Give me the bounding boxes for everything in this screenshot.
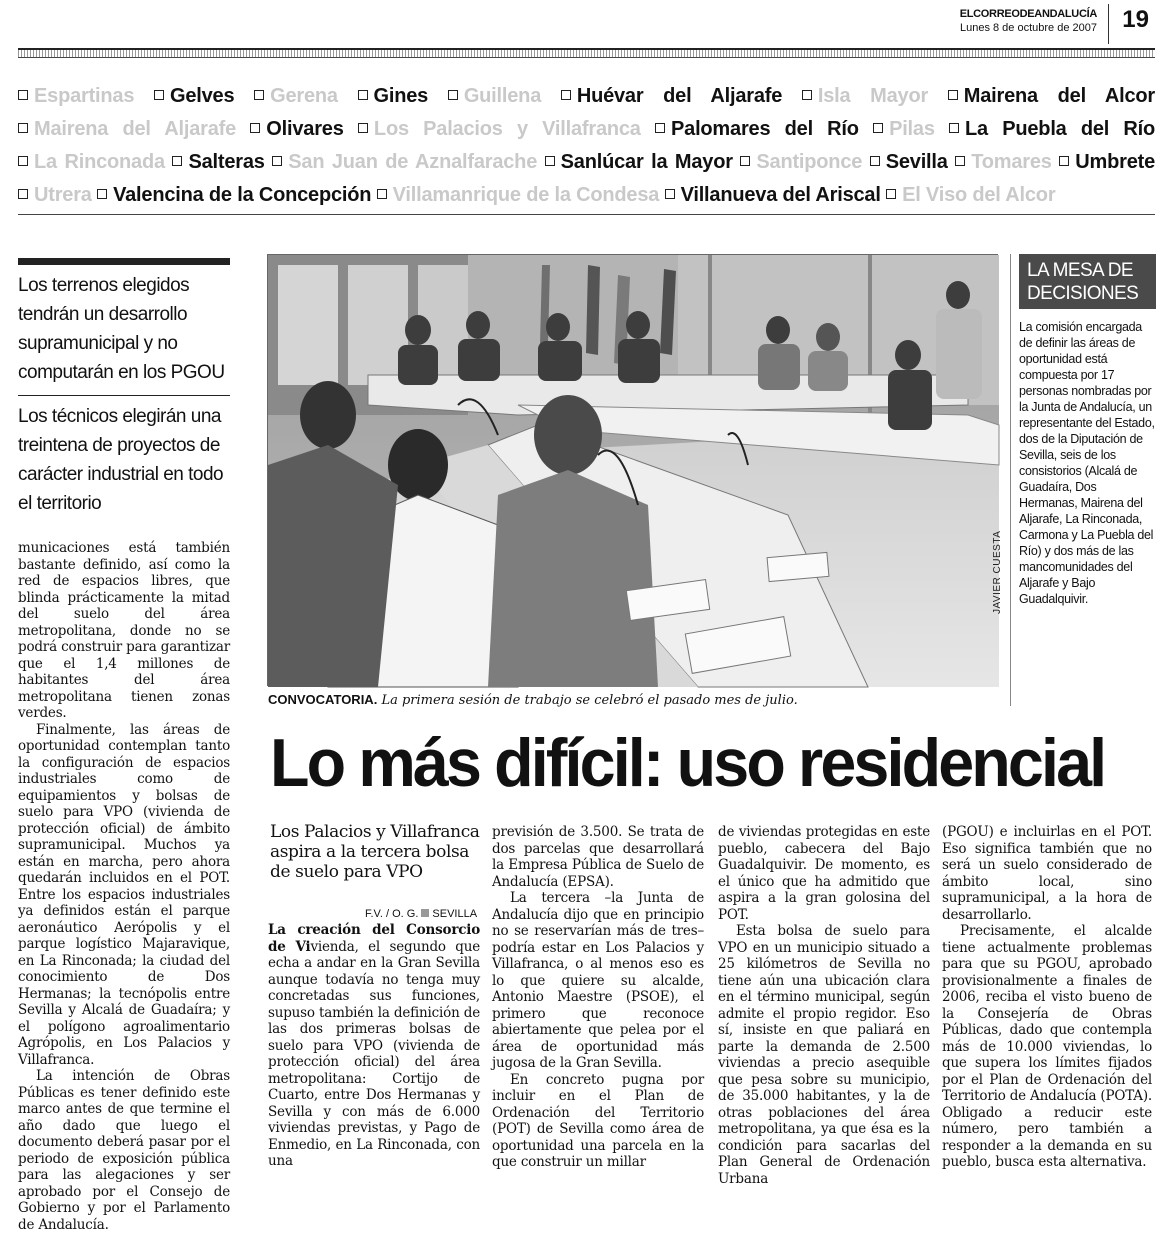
checkbox-square-icon	[172, 156, 182, 166]
town-item	[561, 85, 782, 107]
town-name: Umbrete	[1075, 151, 1156, 173]
photo-credit: JAVIER CUESTA	[992, 530, 1003, 614]
issue-date: Lunes 8 de octubre de 2007	[959, 22, 1097, 34]
town-item	[870, 151, 948, 173]
masthead	[897, 4, 1157, 44]
town-item	[873, 118, 935, 140]
town-name: Sevilla	[885, 151, 948, 173]
paragraph: La tercera –la Junta de Andalucía dijo que en principio no se reservarían más de tres– podría estar en Los Palacios y Villafranca, o al menos eso es lo que quiere su alcalde, Antonio Maestre (PSOE), el primero que reconoce abiertamente que pelea por el área de oportunidad más jugosa de la Gran Sevilla.	[492, 890, 704, 1071]
town-name: Tomares	[971, 151, 1052, 173]
checkbox-square-icon	[358, 123, 368, 133]
paragraph: Precisamente, el alcalde tiene actualmente problemas para que su PGOU, aprobado provisionalmente a finales de 2006, reciba el visto bueno de la Consejería de Obras Públicas, dado que contempla más de 10.000 viviendas, lo que supera los límites fijados por el Plan de Ordenación del Territorio de Andalucía (POTA). Obligado a reducir este número, pero también a responder a la demanda en su pueblo, busca esta alternativa.	[942, 923, 1152, 1170]
checkbox-square-icon	[448, 90, 458, 100]
byline-authors: F.V. / O. G.	[365, 908, 419, 920]
checkbox-square-icon	[870, 156, 880, 166]
byline-square-icon	[421, 909, 429, 917]
town-name: Valencina de la Concepción	[113, 184, 372, 206]
checkbox-square-icon	[272, 156, 282, 166]
caption-label: CONVOCATORIA.	[268, 692, 378, 707]
sidebox	[1010, 254, 1156, 706]
town-name: Olivares	[266, 118, 344, 140]
town-item	[154, 85, 234, 107]
paragraph: La intención de Obras Públicas es tener definido este marco antes de que termine el año dado que luego el documento deberá pasar por el periodo de exposición pública para las alegaciones y ser aprobado por el Consejo de Gobierno y por el Parlamento de Andalucía.	[18, 1068, 230, 1233]
paragraph: (PGOU) e incluirlas en el POT. Eso significa también que no será un suelo considerado de ámbito local, sino supramunicipal, a la hora de desarrollarlo.	[942, 824, 1152, 923]
town-item	[545, 151, 733, 173]
checkbox-square-icon	[18, 123, 28, 133]
town-item	[97, 184, 371, 206]
paragraph: Finalmente, las áreas de oportunidad contemplan tanto la configuración de espacios industriales como de equipamientos y bolsas de suelo para VPO (vivienda de protección oficial) de ámbito supramunicipal. Muchos ya están en marcha, pero ahora quedarán incluidos en el POT. Entre los espacios industriales ya definidos están el parque aeronáutico Aerópolis y el parque logístico Majaravique, en La Rinconada; la ciudad del conocimiento de Dos Hermanas; la tecnópolis entre Sevilla y Alcalá de Guadaíra; y el polígono agroalimentario Agrópolis, en Los Palacios y Villafranca.	[18, 721, 230, 1068]
town-index-rule	[18, 214, 1155, 215]
checkbox-square-icon	[250, 123, 260, 133]
town-name: Villanueva del Ariscal	[680, 184, 881, 206]
byline	[365, 908, 477, 920]
town-name: Guillena	[463, 85, 542, 107]
checkbox-square-icon	[561, 90, 571, 100]
town-item	[655, 118, 859, 140]
paragraph: En concreto pugna por incluir en el Plan de Ordenación del Territorio (POT) de Sevilla como área de oportunidad una parcela en la que construir un millar	[492, 1071, 704, 1170]
article-column-2	[492, 824, 704, 1171]
checkbox-square-icon	[1059, 156, 1069, 166]
town-name: Sanlúcar la Mayor	[560, 151, 733, 173]
subheads-panel	[18, 258, 230, 526]
sidebox-title: LA MESA DE DECISIONES	[1019, 254, 1156, 309]
town-item	[172, 151, 264, 173]
town-name: Salteras	[188, 151, 265, 173]
checkbox-square-icon	[254, 90, 264, 100]
sidebox-body: La comisión encargada de definir las áreas de oportunidad está compuesta por 17 personas nombradas por la Junta de Andalucía, un representante del Estado, dos de la Diputación de Sevilla, seis de los consistorios (Alcalá de Guadaíra, Dos Hermanas, Mairena del Aljarafe, La Rinconada, Carmona y La Puebla del Río) y dos más de las mancomunidades del Aljarafe y Bajo Guadalquivir.	[1019, 320, 1155, 606]
deck: Los Palacios y Villafranca aspira a la tercera bolsa de suelo para VPO	[270, 822, 480, 882]
town-item	[18, 151, 165, 173]
town-name: Villamanrique de la Condesa	[392, 184, 660, 206]
town-name: Mairena del Alcor	[963, 85, 1156, 107]
subhead: Los técnicos elegirán una treintena de proyectos de carácter industrial en todo el territorio	[18, 395, 230, 526]
photo-caption	[268, 692, 988, 708]
town-item	[358, 85, 429, 107]
town-item	[802, 85, 928, 107]
checkbox-square-icon	[545, 156, 555, 166]
checkbox-square-icon	[955, 156, 965, 166]
town-name: La Rinconada	[34, 151, 165, 173]
paragraph: de viviendas protegidas en este pueblo, cabecera del Bajo Guadalquivir. De momento, es el único que ha admitido que aspira a la gran golosina del POT.	[718, 824, 930, 923]
town-item	[949, 118, 1155, 140]
town-item	[272, 151, 537, 173]
meeting-photo-illustration	[268, 255, 999, 687]
headline: Lo más difícil: uso residencial	[270, 725, 1105, 801]
checkbox-square-icon	[18, 156, 28, 166]
town-name: Gelves	[169, 85, 235, 107]
article-column-4	[942, 824, 1152, 1171]
town-item	[1059, 151, 1155, 173]
checkbox-square-icon	[665, 189, 675, 199]
paragraph: Esta bolsa de suelo para VPO en un municipio situado a 25 kilómetros de Sevilla no tiene aún una ubicación clara en el término municipal, según admite el propio regidor. Eso sí, insiste en que paliará en parte la demanda de 2.500 viviendas a precio asequible que pesa sobre su municipio, de 35.000 habitantes, y la de otras poblaciones del área metropolitana, ya que ésa es la condición para sacarlas del Plan General de Ordenación Urbana	[718, 923, 930, 1187]
town-item	[18, 85, 134, 107]
checkbox-square-icon	[18, 90, 28, 100]
checkbox-square-icon	[949, 123, 959, 133]
town-name: Los Palacios y Villafranca	[373, 118, 641, 140]
checkbox-square-icon	[377, 189, 387, 199]
article-column-3	[718, 824, 930, 1187]
page-number: 19	[1122, 6, 1149, 33]
town-item	[18, 118, 236, 140]
checkbox-square-icon	[97, 189, 107, 199]
checkbox-square-icon	[948, 90, 958, 100]
caption-text: La primera sesión de trabajo se celebró el pasado mes de julio.	[381, 693, 798, 708]
paragraph: vienda, el segundo que echa a andar en la Gran Sevilla aunque todavía no tenga muy concretadas sus funciones, supuso también la definición de las dos primeras bolsas de suelo para VPO (vivienda de protección oficial) del área metropolitana: Cortijo de Cuarto, entre Dos Hermanas y Sevilla y con más de 6.000 viviendas previstas, y Pago de Enmedio, en La Rinconada, con una	[268, 938, 480, 1169]
town-index	[18, 80, 1155, 212]
town-name: El Viso del Alcor	[902, 184, 1056, 206]
header-rule	[18, 48, 1155, 58]
town-name: Gines	[373, 85, 429, 107]
town-item	[955, 151, 1052, 173]
town-item	[250, 118, 343, 140]
town-name: Utrera	[34, 184, 92, 206]
subhead: Los terrenos elegidos tendrán un desarrollo supramunicipal y no computarán en los PGOU	[18, 275, 225, 383]
town-item	[18, 184, 92, 206]
masthead-divider	[1108, 4, 1109, 44]
checkbox-square-icon	[873, 123, 883, 133]
checkbox-square-icon	[886, 189, 896, 199]
town-name: La Puebla del Río	[965, 118, 1156, 140]
checkbox-square-icon	[358, 90, 368, 100]
town-name: Pilas	[889, 118, 935, 140]
left-column	[18, 540, 230, 1233]
town-item	[377, 184, 660, 206]
town-item	[886, 184, 1055, 206]
town-item	[665, 184, 881, 206]
town-name: Santiponce	[756, 151, 863, 173]
article-lead: La creación del Consorcio de Vi	[268, 922, 480, 955]
checkbox-square-icon	[154, 90, 164, 100]
town-item	[448, 85, 541, 107]
newspaper-name: ELCORREODEANDALUCÍA	[959, 8, 1097, 20]
paragraph: previsión de 3.500. Se trata de dos parcelas que desarrollará la Empresa Pública de Suelo de Andalucía (EPSA).	[492, 824, 704, 890]
town-item	[948, 85, 1155, 107]
town-name: Isla Mayor	[817, 85, 929, 107]
town-item	[740, 151, 862, 173]
checkbox-square-icon	[802, 90, 812, 100]
town-item	[358, 118, 641, 140]
town-name: Gerena	[270, 85, 338, 107]
checkbox-square-icon	[18, 189, 28, 199]
article-column-1	[268, 922, 480, 1170]
checkbox-square-icon	[655, 123, 665, 133]
town-name: San Juan de Aznalfarache	[288, 151, 538, 173]
byline-place: SEVILLA	[432, 908, 478, 920]
town-item	[254, 85, 338, 107]
town-name: Espartinas	[34, 85, 135, 107]
paragraph: municaciones está también bastante definido, así como la red de espacios libres, que blinda prácticamente la mitad del suelo del área metropolitana, donde no se podrá construir para garantizar que el 1,4 millones de habitantes del área metropolitana tienen zonas verdes.	[18, 540, 230, 721]
meeting-photo	[267, 254, 998, 686]
town-name: Mairena del Aljarafe	[34, 118, 237, 140]
town-name: Huévar del Aljarafe	[576, 85, 783, 107]
town-name: Palomares del Río	[671, 118, 859, 140]
checkbox-square-icon	[740, 156, 750, 166]
